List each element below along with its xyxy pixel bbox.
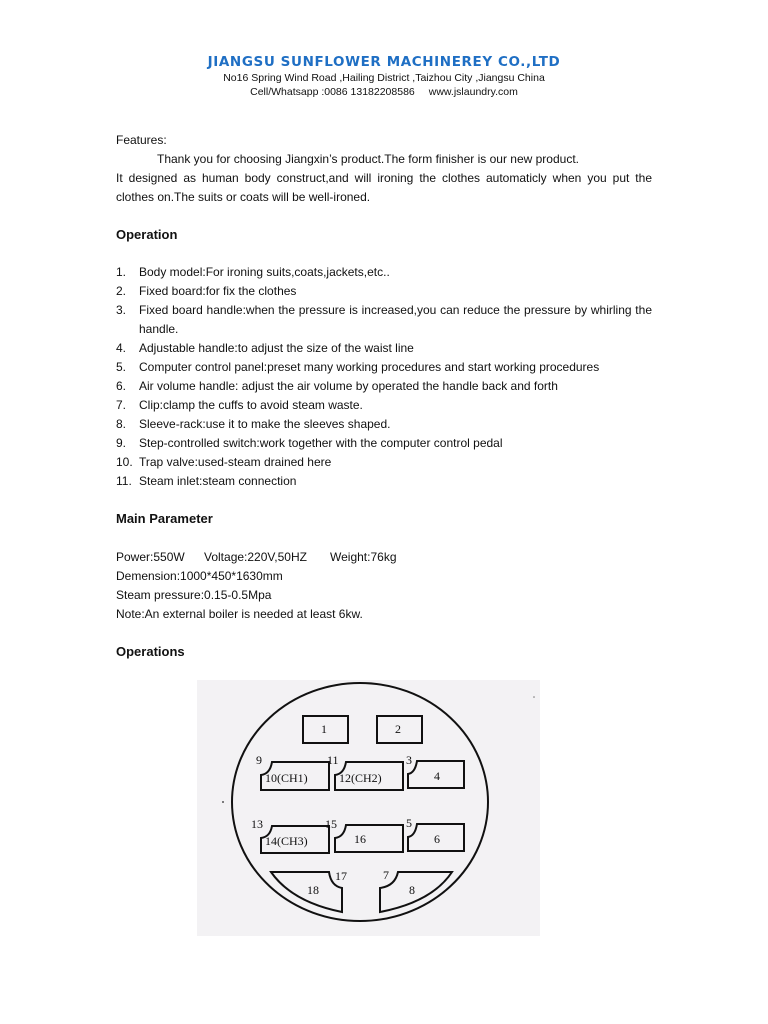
list-item — [116, 453, 652, 472]
list-item — [116, 396, 652, 415]
item-number: 9. — [116, 436, 127, 450]
pin-5-label: 5 — [406, 816, 412, 830]
pin-8-slot — [380, 872, 452, 912]
features-section — [116, 131, 652, 207]
dimension-value: Demension:1000*450*1630mm — [116, 569, 283, 583]
item-number: 5. — [116, 360, 127, 374]
list-item — [116, 472, 652, 491]
pin-4-label: 4 — [434, 769, 440, 783]
speck-mark — [533, 696, 535, 698]
item-number: 2. — [116, 284, 127, 298]
voltage-value: Voltage:220V,50HZ — [204, 550, 307, 564]
pin-8-label: 8 — [409, 883, 415, 897]
boiler-note: Note:An external boiler is needed at least 6kw. — [116, 607, 363, 621]
item-text: Fixed board:for fix the clothes — [139, 284, 297, 298]
item-number: 8. — [116, 417, 127, 431]
item-number: 3. — [116, 303, 127, 317]
item-text: Computer control panel:preset many working procedures and start working procedures — [139, 360, 600, 374]
features-label: Features: — [116, 133, 167, 147]
pin-16-slot — [335, 825, 403, 852]
item-text: Fixed board handle:when the pressure is increased,you can reduce the pressure by whirling the handle. — [139, 303, 652, 336]
item-number: 4. — [116, 341, 127, 355]
item-number: 11. — [116, 474, 132, 488]
connector-pin-diagram — [197, 680, 540, 936]
pin-6-label: 6 — [434, 832, 440, 846]
pin-15-label: 15 — [325, 817, 337, 831]
item-number: 1. — [116, 265, 127, 279]
steam-pressure-value: Steam pressure:0.15-0.5Mpa — [116, 588, 272, 602]
pin-13-label: 13 — [251, 817, 263, 831]
features-intro: Thank you for choosing Jiangxin’s product.The form finisher is our new product. — [157, 152, 579, 166]
item-text: Clip:clamp the cuffs to avoid steam waste. — [139, 398, 363, 412]
pin-12-label: 12(CH2) — [339, 771, 382, 785]
pin-10-label: 10(CH1) — [265, 771, 308, 785]
pin-17-label: 17 — [335, 869, 347, 883]
operations-heading: Operations — [116, 644, 185, 659]
company-address: No16 Spring Wind Road ,Hailing District ,Taizhou City ,Jiangsu China — [223, 72, 545, 84]
list-item — [116, 434, 652, 453]
pin-2-label: 2 — [395, 722, 401, 736]
list-item — [116, 263, 652, 282]
list-item — [116, 358, 652, 377]
features-description: It designed as human body construct,and will ironing the clothes automaticly when you put the clothes on.The suits or coats will be well-ironed. — [116, 171, 652, 204]
pin-18-label: 18 — [307, 883, 319, 897]
letterhead — [0, 53, 768, 99]
pin-14-label: 14(CH3) — [265, 834, 308, 848]
pin-11-label: 11 — [327, 753, 339, 767]
parameter-block — [116, 548, 397, 624]
list-item — [116, 377, 652, 396]
phone-number: Cell/Whatsapp :0086 13182208586 — [250, 86, 415, 98]
main-parameter-heading: Main Parameter — [116, 511, 213, 526]
item-text: Sleeve-rack:use it to make the sleeves shaped. — [139, 417, 391, 431]
operation-list — [116, 263, 652, 491]
operation-heading: Operation — [116, 227, 178, 242]
list-item — [116, 282, 652, 301]
list-item — [116, 339, 652, 358]
item-number: 6. — [116, 379, 127, 393]
item-text: Body model:For ironing suits,coats,jackets,etc.. — [139, 265, 390, 279]
speck-mark — [222, 801, 224, 803]
item-text: Steam inlet:steam connection — [139, 474, 297, 488]
pin-1-label: 1 — [321, 722, 327, 736]
company-contact — [0, 85, 768, 99]
list-item — [116, 415, 652, 434]
list-item — [116, 301, 652, 339]
item-text: Air volume handle: adjust the air volume by operated the handle back and forth — [139, 379, 558, 393]
item-text: Step-controlled switch:work together with the computer control pedal — [139, 436, 503, 450]
item-number: 10. — [116, 455, 133, 469]
connector-outline — [232, 683, 488, 921]
pin-16-label: 16 — [354, 832, 366, 846]
item-text: Trap valve:used-steam drained here — [139, 455, 332, 469]
connector-diagram-svg — [197, 680, 540, 936]
power-value: Power:550W — [116, 550, 185, 564]
pin-3-label: 3 — [406, 753, 412, 767]
company-name: JIANGSU SUNFLOWER MACHINEREY CO.,LTD — [207, 54, 561, 70]
weight-value: Weight:76kg — [330, 550, 397, 564]
item-text: Adjustable handle:to adjust the size of the waist line — [139, 341, 414, 355]
pin-9-label: 9 — [256, 753, 262, 767]
website-link[interactable]: www.jslaundry.com — [428, 86, 518, 98]
item-number: 7. — [116, 398, 127, 412]
pin-7-label: 7 — [383, 868, 389, 882]
parameter-row — [116, 548, 397, 567]
